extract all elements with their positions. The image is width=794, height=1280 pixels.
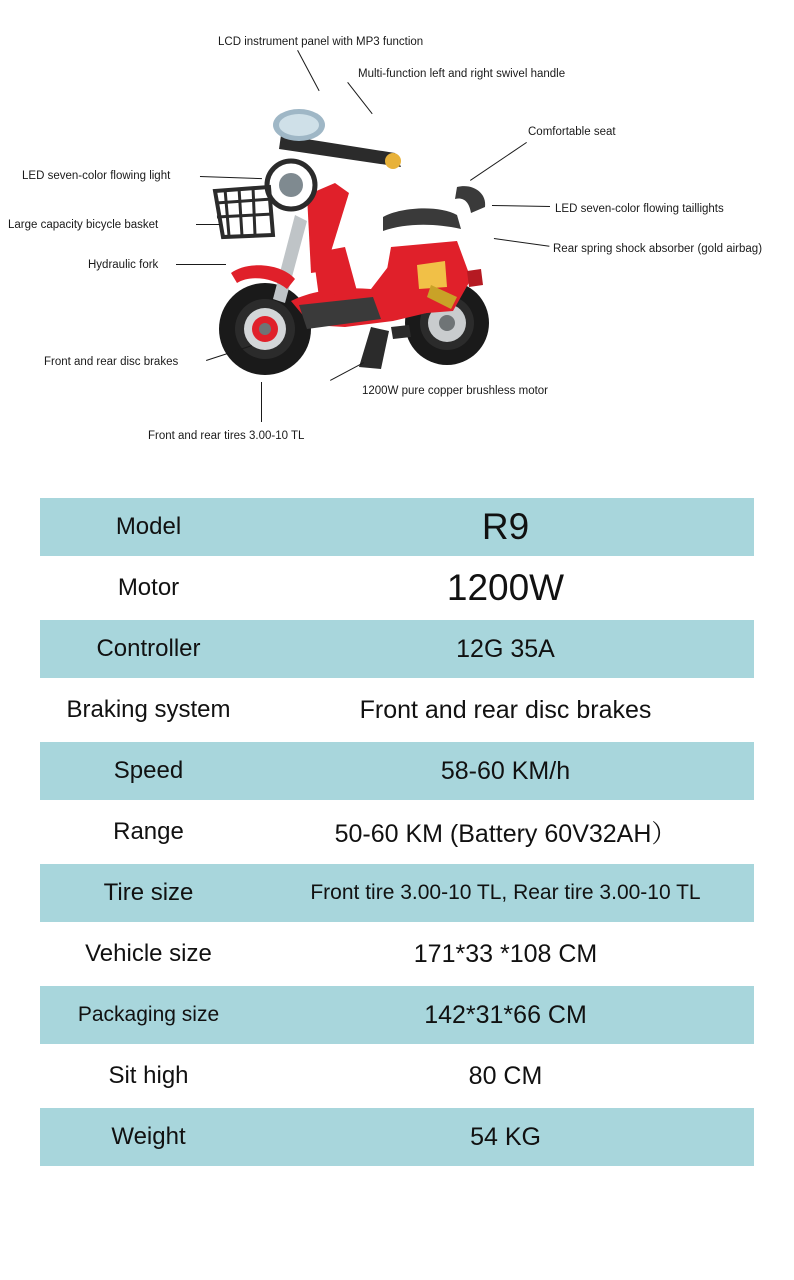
spec-label: Model — [40, 498, 257, 556]
callout-tires: Front and rear tires 3.00-10 TL — [148, 430, 305, 442]
callout-bicycle-basket: Large capacity bicycle basket — [8, 219, 159, 231]
callout-comfortable-seat: Comfortable seat — [528, 126, 616, 138]
spec-value: R9 — [257, 498, 754, 556]
table-row — [40, 925, 754, 983]
product-diagram — [0, 0, 794, 470]
table-row — [40, 864, 754, 922]
spec-value: Front and rear disc brakes — [257, 681, 754, 739]
leader-line — [196, 224, 220, 225]
callout-led-flowing-light: LED seven-color flowing light — [22, 170, 171, 182]
seat — [383, 208, 461, 231]
front-wheel — [219, 283, 311, 375]
decal — [417, 261, 447, 289]
spec-value: 50-60 KM (Battery 60V32AH） — [257, 803, 754, 861]
table-row — [40, 559, 754, 617]
spec-value: 171*33 *108 CM — [257, 925, 754, 983]
table-row — [40, 620, 754, 678]
spec-label: Braking system — [40, 681, 257, 739]
spec-value: Front tire 3.00-10 TL, Rear tire 3.00-10 TL — [257, 864, 754, 922]
handle-grip — [385, 153, 401, 169]
spec-label: Speed — [40, 742, 257, 800]
pedal — [391, 325, 411, 339]
backrest — [455, 186, 485, 213]
spec-value: 1200W — [257, 559, 754, 617]
callout-brushless-motor: 1200W pure copper brushless motor — [362, 385, 549, 397]
table-row — [40, 742, 754, 800]
callout-rear-shock-absorber: Rear spring shock absorber (gold airbag) — [553, 243, 763, 255]
spec-value: 58-60 KM/h — [257, 742, 754, 800]
table-row — [40, 681, 754, 739]
spec-value: 12G 35A — [257, 620, 754, 678]
spec-label: Vehicle size — [40, 925, 257, 983]
spec-value: 80 CM — [257, 1047, 754, 1105]
spec-label: Motor — [40, 559, 257, 617]
spec-label: Controller — [40, 620, 257, 678]
spec-label: Range — [40, 803, 257, 861]
spec-value: 54 KG — [257, 1108, 754, 1166]
spec-value: 142*31*66 CM — [257, 986, 754, 1044]
specification-table — [40, 495, 754, 1169]
spec-label: Tire size — [40, 864, 257, 922]
table-row — [40, 498, 754, 556]
spec-label: Packaging size — [40, 986, 257, 1044]
callout-swivel-handle: Multi-function left and right swivel handle — [358, 68, 566, 80]
table-row — [40, 803, 754, 861]
callout-lcd-panel: LCD instrument panel with MP3 function — [218, 36, 424, 48]
leader-line — [261, 382, 262, 422]
table-row — [40, 1108, 754, 1166]
leader-line — [176, 264, 226, 265]
table-row — [40, 986, 754, 1044]
hydraulic-fork — [273, 215, 307, 303]
callout-hydraulic-fork: Hydraulic fork — [88, 259, 159, 271]
spec-label: Weight — [40, 1108, 257, 1166]
bicycle-basket — [215, 187, 273, 237]
callout-led-taillights: LED seven-color flowing taillights — [555, 203, 724, 215]
spec-label: Sit high — [40, 1047, 257, 1105]
taillight — [467, 269, 483, 287]
table-row — [40, 1047, 754, 1105]
callout-disc-brakes: Front and rear disc brakes — [44, 356, 179, 368]
